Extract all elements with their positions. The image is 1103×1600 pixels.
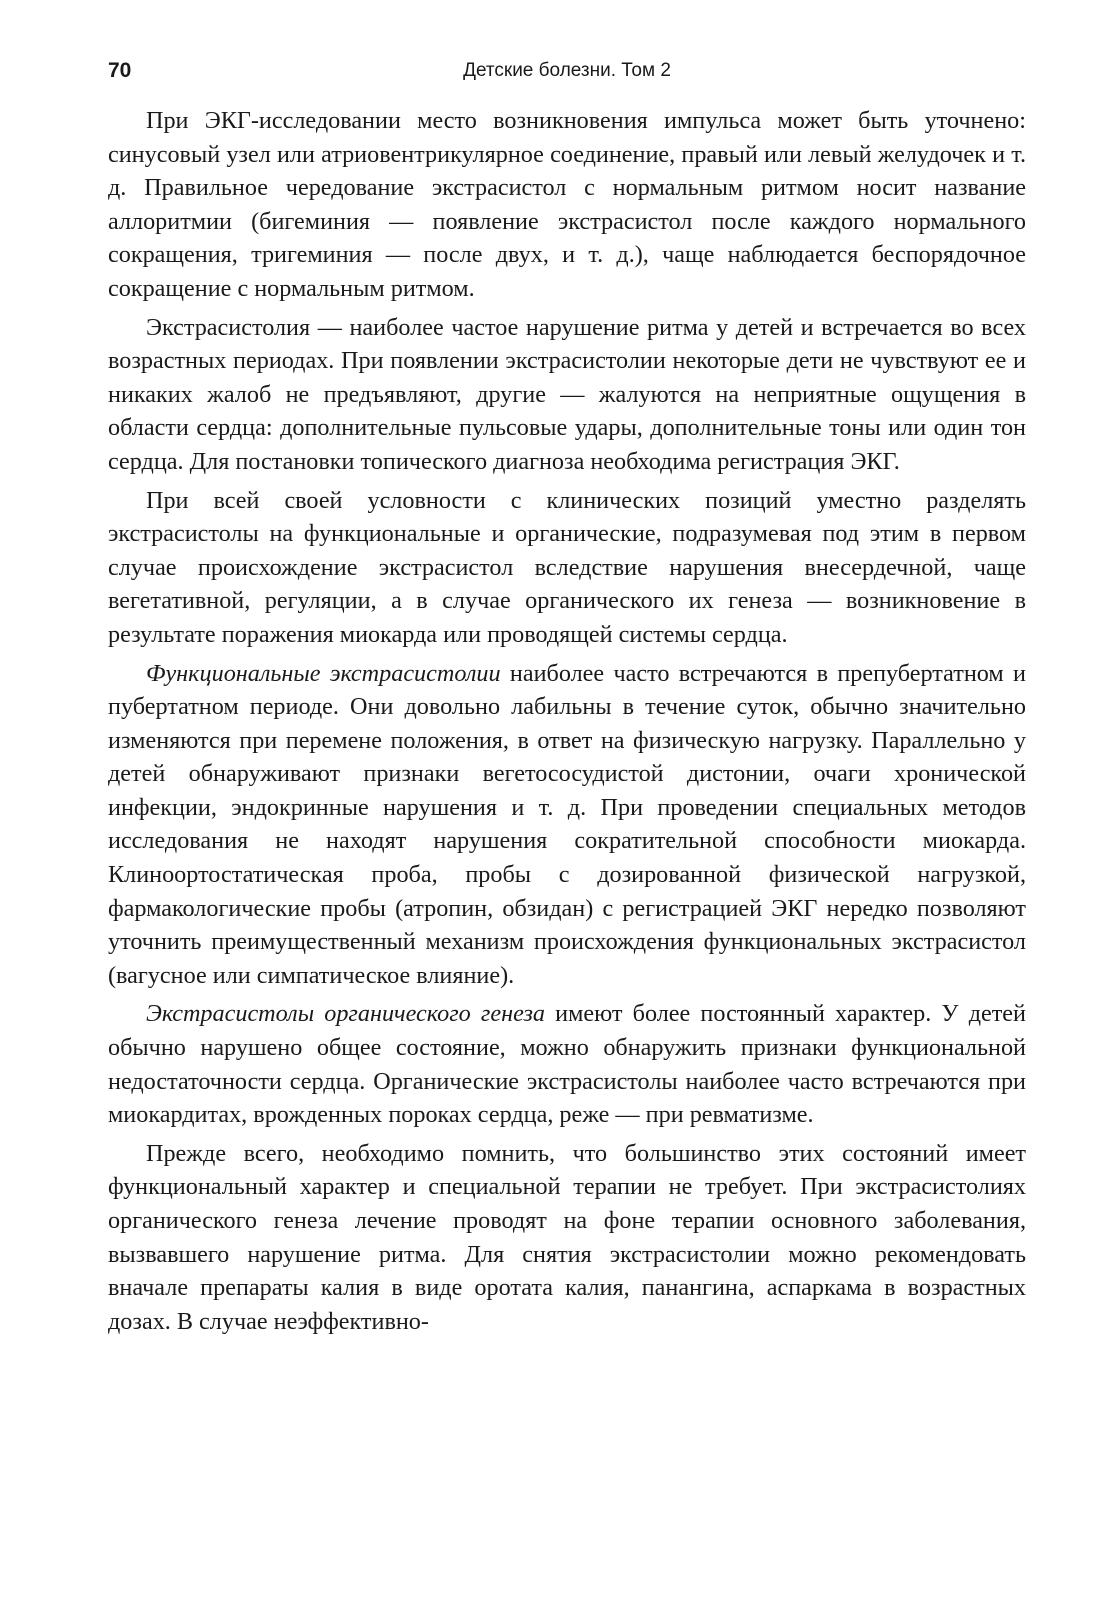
paragraph	[108, 657, 1026, 993]
paragraph-text: наиболее часто встречаются в препубертатном и пубертатном периоде. Они довольно лабильны в течение суток, обычно значительно изменяются при перемене положения, в ответ на физическую нагрузку. Параллельно у детей обнаруживают признаки вегетососудистой дистонии, очаги хронической инфекции, эндокринные нарушения и т. д. При проведении специальных методов исследования не находят нарушения сократительной способности миокарда. Клиноортостатическая проба, пробы с дозированной физической нагрузкой, фармакологические пробы (атропин, обзидан) с регистрацией ЭКГ нередко позволяют уточнить преимущественный механизм происхождения функциональных экстрасистол (вагусное или симпатическое влияние).	[108, 659, 1027, 989]
paragraph-text: При всей своей условности с клинических позиций уместно разделять экстрасистолы на функциональные и органические, подразумевая под этим в первом случае происхождение экстрасистол вследствие нарушения внесердечной, чаще вегетативной, регуляции, а в случае органического их генеза — возникновение в результате поражения миокарда или проводящей системы сердца.	[108, 486, 1026, 648]
book-title: Детские болезни. Том 2	[463, 60, 671, 81]
page-number: 70	[108, 59, 132, 82]
paragraph-text: имеют более постоянный характер. У детей обычно нарушено общее состояние, можно обнаружить признаки функциональной недостаточности сердца. Органические экстрасистолы наиболее часто встречаются при миокардитах, врожденных пороках сердца, реже — при ревматизме.	[108, 1000, 1026, 1129]
paragraph	[108, 997, 1026, 1131]
paragraph-text: Прежде всего, необходимо помнить, что большинство этих состояний имеет функциональный характер и специальной терапии не требует. При экстрасистолиях органического генеза лечение проводят на фоне терапии основного заболевания, вызвавшего нарушение ритма. Для снятия экстрасистолии можно рекомендовать вначале препараты калия в виде оротата калия, панангина, аспаркама в возрастных дозах. В случае неэффективно-	[108, 1139, 1026, 1335]
italic-term: Функциональные экстрасистолии	[146, 659, 501, 687]
running-head	[108, 54, 1026, 88]
paragraph	[108, 104, 1026, 306]
paragraph	[108, 1137, 1026, 1339]
paragraph-text: Экстрасистолия — наиболее частое нарушение ритма у детей и встречается во всех возрастных периодах. При появлении экстрасистолии некоторые дети не чувствуют ее и никаких жалоб не предъявляют, другие — жалуются на неприятные ощущения в области сердца: дополнительные пульсовые удары, дополнительные тоны или один тон сердца. Для постановки топического диагноза необходима регистрация ЭКГ.	[108, 313, 1026, 475]
italic-term: Экстрасистолы органического генеза	[146, 1000, 546, 1028]
paragraph	[108, 484, 1026, 652]
paragraph	[108, 311, 1026, 479]
body-text	[108, 104, 1026, 1343]
paragraph-text: При ЭКГ-исследовании место возникновения импульса может быть уточнено: синусовый узел или атриовентрикулярное соединение, правый или левый желудочек и т. д. Правильное чередование экстрасистол с нормальным ритмом носит название аллоритмии (бигеминия — появление экстрасистол после каждого нормального сокращения, тригеминия — после двух, и т. д.), чаще наблюдается беспорядочное сокращение с нормальным ритмом.	[108, 107, 1026, 302]
